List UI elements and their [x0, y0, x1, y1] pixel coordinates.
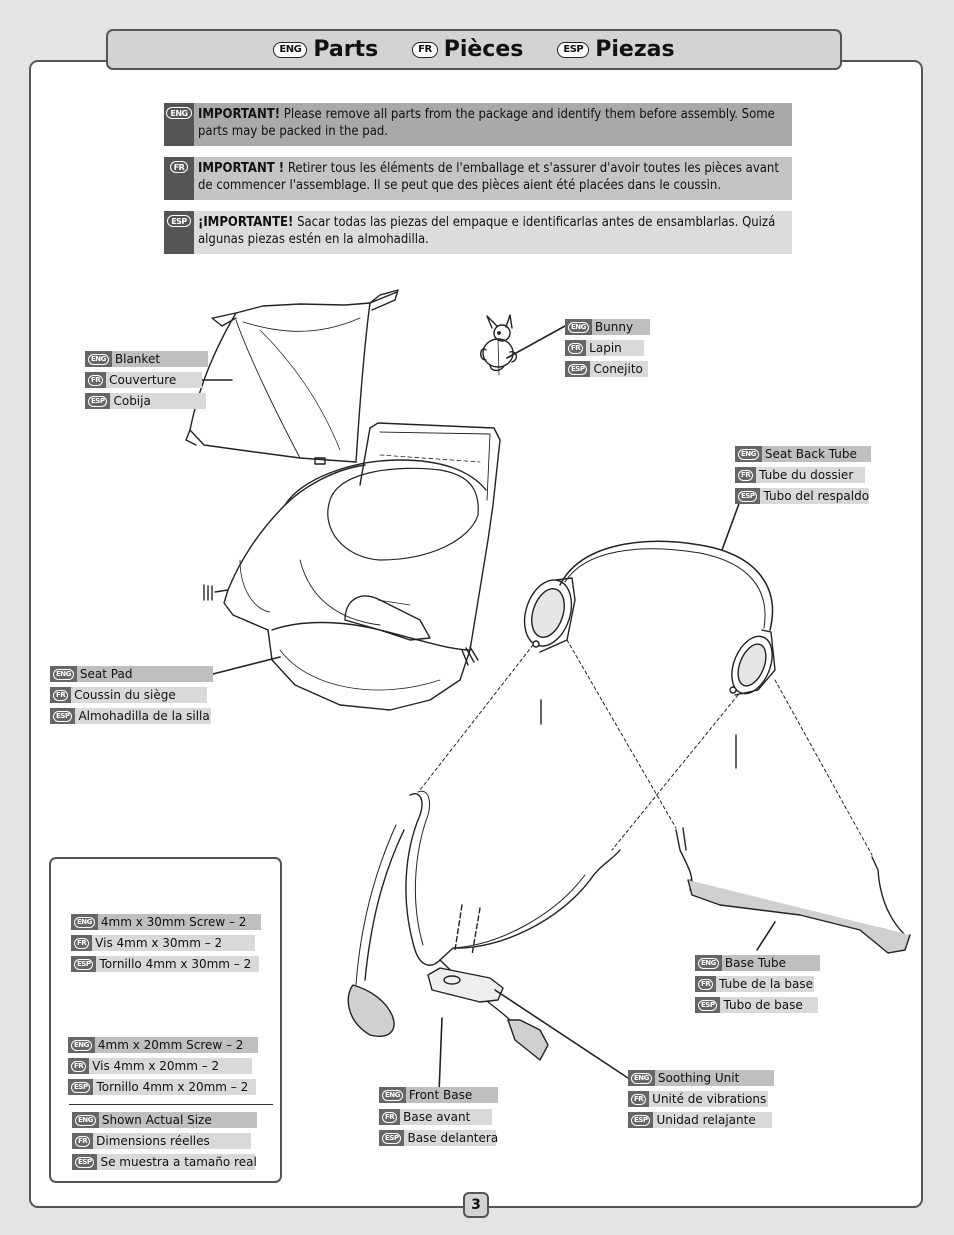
bunny-eng: Bunny [592, 319, 650, 335]
seat-pad-fr: Coussin du siège [71, 687, 207, 703]
bunny-esp: Conejito [590, 361, 648, 377]
title-parts: Parts [313, 37, 379, 62]
important-lead: IMPORTANT! [198, 107, 281, 122]
soothing-unit-fr: Unité de vibrations [649, 1091, 768, 1107]
title-pieces: Pièces [443, 37, 524, 62]
blanket-illustration [186, 290, 398, 464]
seat-back-tube-eng: Seat Back Tube [762, 446, 871, 462]
blanket-eng: Blanket [112, 351, 208, 367]
seat-back-tube-esp: Tubo del respaldo [760, 488, 869, 504]
seat-back-tube-illustration [517, 541, 780, 768]
lang-fr-badge: FR [412, 42, 438, 58]
seat-pad-eng: Seat Pad [77, 666, 213, 682]
blanket-esp: Cobija [110, 393, 206, 409]
front-base-esp: Base delantera [404, 1130, 496, 1146]
bunny-fr: Lapin [586, 340, 644, 356]
base-tube-fr: Tube de la base [716, 976, 814, 992]
actual-size-fr: Dimensions réelles [93, 1133, 251, 1149]
lang-esp-badge: ESP [167, 215, 191, 227]
screw-20-eng: 4mm x 20mm Screw – 2 [95, 1037, 258, 1053]
seat-back-tube-fr: Tube du dossier [756, 467, 865, 483]
important-lead: IMPORTANT ! [198, 161, 285, 176]
screw-20-esp: Tornillo 4mm x 20mm – 2 [93, 1079, 256, 1095]
blanket-fr: Couverture [106, 372, 202, 388]
important-text: Retirer tous les éléments de l'emballage et s'assurer d'avoir toutes les pièces avant de commencer l'assemblage. Il se peut que des pièces aient été placées dans le coussin. [198, 161, 779, 193]
seat-pad-illustration [204, 423, 500, 710]
page-number: 3 [463, 1192, 489, 1218]
hardware-divider [69, 1104, 273, 1105]
important-text: Please remove all parts from the package and identify them before assembly. Some parts may be packed in the pad. [198, 107, 775, 139]
front-base-eng: Front Base [406, 1087, 498, 1103]
screw-20-fr: Vis 4mm x 20mm – 2 [89, 1058, 252, 1074]
soothing-unit-illustration [428, 905, 503, 1002]
screw-30-eng: 4mm x 30mm Screw – 2 [98, 914, 261, 930]
actual-size-esp: Se muestra a tamaño real [97, 1154, 255, 1170]
lang-fr-badge: FR [170, 161, 189, 173]
important-text: Sacar todas las piezas del empaque e identificarlas antes de ensamblarlas. Quizá algunas piezas estén en la almohadilla. [198, 215, 776, 247]
screw-30-fr: Vis 4mm x 30mm – 2 [92, 935, 255, 951]
important-lead: ¡IMPORTANTE! [198, 215, 294, 230]
base-tube-illustration [348, 791, 910, 1060]
lang-eng-badge: ENG [273, 42, 307, 58]
soothing-unit-esp: Unidad relajante [653, 1112, 772, 1128]
bunny-illustration [481, 315, 517, 375]
base-tube-eng: Base Tube [722, 955, 820, 971]
front-base-fr: Base avant [400, 1109, 492, 1125]
base-tube-esp: Tubo de base [720, 997, 818, 1013]
seat-pad-esp: Almohadilla de la silla [75, 708, 211, 724]
soothing-unit-eng: Soothing Unit [655, 1070, 774, 1086]
lang-esp-badge: ESP [557, 42, 589, 58]
actual-size-eng: Shown Actual Size [99, 1112, 257, 1128]
lang-eng-badge: ENG [166, 107, 191, 119]
screw-30-esp: Tornillo 4mm x 30mm – 2 [96, 956, 259, 972]
title-piezas: Piezas [595, 37, 675, 62]
